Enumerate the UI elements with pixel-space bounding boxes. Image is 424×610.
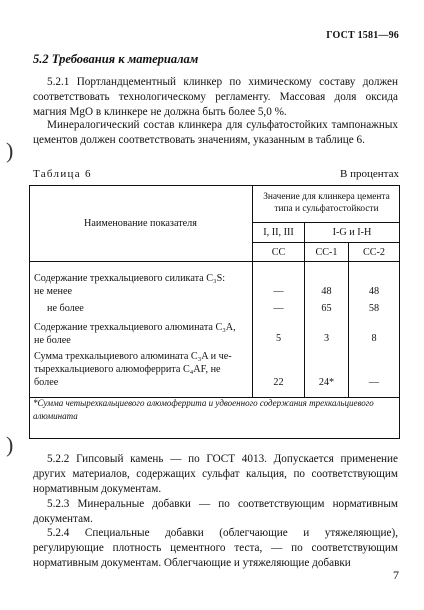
row-c3a-cc1: 3 — [323, 333, 330, 344]
paragraph-5-2-2: 5.2.2 Гипсовый камень — по ГОСТ 4013. Допускается применение других материалов, содержащих сульфат кальция, по соответствующим нормативным документам. — [33, 453, 398, 495]
row-c3s-label-line2: не менее — [34, 286, 72, 297]
header-type-ig-ih: I-G и I-H — [332, 227, 372, 238]
header-type-i-ii-iii: I, II, III — [263, 227, 294, 238]
row-c3a-cc: 5 — [275, 333, 282, 344]
margin-bracket-mark: ) — [6, 138, 14, 163]
header-col-cc-1: СС-1 — [315, 247, 338, 258]
table-footnote: *Сумма четырехкальциевого алюмоферрита и удвоенного содержания трехкальциевого алюмината — [33, 398, 374, 421]
margin-bracket-mark: ) — [6, 432, 14, 457]
row-sum-label-line1: Сумма трехкальциевого алюмината C₃A и че- — [34, 351, 232, 362]
row-sum-label-line3: более — [34, 377, 59, 388]
row-c3a-label-line1: Содержание трехкальциевого алюмината C₃A, — [34, 322, 236, 333]
row-sum-label — [34, 350, 249, 389]
row-c3s-label-line1: Содержание трехкальциевого силиката C₃S: — [34, 273, 226, 284]
row-sum-cc: 22 — [273, 377, 284, 388]
row-c3s-max-cc2: 58 — [368, 303, 380, 314]
row-c3a-label-line2: не более — [34, 335, 71, 346]
row-sum-cc2: — — [368, 377, 380, 388]
header-col-cc: СС — [271, 247, 286, 258]
table-6 — [29, 185, 400, 439]
row-c3s-max-label: не более — [47, 303, 84, 314]
paragraph-5-2-3: 5.2.3 Минеральные добавки — по соответствующим нормативным документам. — [33, 498, 398, 525]
row-c3a-label — [34, 321, 252, 347]
row-c3a-cc2: 8 — [371, 333, 377, 344]
paragraph-mineral-composition: Минералогический состав клинкера для сульфатостойких тампонажных цементов должен соответствовать значениям, указанным в таблице 6. — [33, 119, 398, 146]
table-units: В процентах — [340, 168, 399, 180]
row-c3s-min-cc1: 48 — [321, 286, 332, 297]
row-c3s-label — [34, 272, 249, 298]
row-c3s-min-cc2: 48 — [368, 286, 380, 297]
row-c3s-max-cc1: 65 — [321, 303, 332, 314]
table-caption: Таблица 6 — [33, 168, 92, 180]
page-number: 7 — [393, 568, 399, 582]
section-title: 5.2 Требования к материалам — [33, 52, 199, 66]
row-c3s-min-cc: — — [273, 286, 284, 297]
row-sum-label-line2: тырехкальциевого алюмоферрита C₄AF, не — [34, 364, 221, 375]
row-c3s-max-cc: — — [273, 303, 284, 314]
header-value: Значение для клинкера цемента типа и сульфатостойкости — [263, 192, 390, 214]
paragraph-5-2-4: 5.2.4 Специальные добавки (облегчающие и утяжеляющие), регулирующие плотность цементного теста, — по соответствующим нормативным документам. Облегчающие и утяжеляющие добавки — [33, 527, 398, 569]
header-col-cc-2: СС-2 — [362, 247, 386, 258]
paragraph-5-2-1: 5.2.1 Портландцементный клинкер по химическому составу должен соответствовать технологическому регламенту. Массовая доля оксида магния MgO в клинкере не должна быть более 5,0 %. — [33, 76, 398, 118]
row-sum-cc1: 24* — [318, 377, 335, 388]
standard-code: ГОСТ 1581—96 — [326, 30, 399, 41]
header-parameter-name: Наименование показателя — [84, 218, 197, 229]
